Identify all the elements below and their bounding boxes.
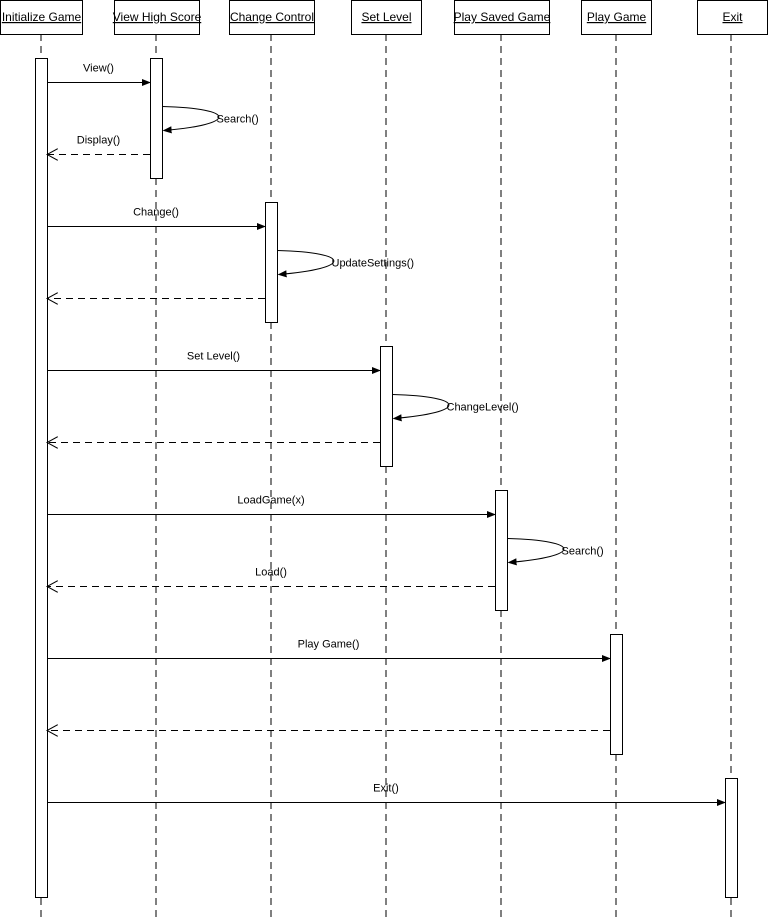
message-label: UpdateSettings()	[331, 257, 415, 270]
message-arrow-self	[508, 539, 564, 563]
lifeline-saved	[454, 1, 551, 918]
message-load	[47, 567, 495, 587]
message-label: Play Game()	[297, 638, 360, 651]
message-search	[508, 539, 604, 563]
message-arrow-self	[278, 251, 334, 275]
activation-bar-highscore	[151, 59, 163, 179]
message-label: Search()	[561, 545, 604, 558]
lifeline-label-play: Play Game	[586, 10, 647, 24]
message-loadgame-x	[47, 495, 495, 515]
lifeline-label-exit: Exit	[722, 10, 743, 24]
activation-bar-play	[611, 635, 623, 755]
activation-bar-level	[381, 347, 393, 467]
activation-bar-control	[266, 203, 278, 323]
message-label: Exit()	[373, 782, 399, 795]
message-updatesettings	[278, 251, 415, 275]
message-set-level	[47, 351, 380, 371]
activation-bar-init	[36, 59, 48, 898]
message-label: Search()	[216, 113, 259, 126]
message-play-game	[47, 639, 610, 659]
message-exit	[47, 783, 725, 803]
message-display	[47, 135, 150, 155]
message-changelevel	[393, 395, 519, 419]
message-arrow-self	[163, 107, 219, 131]
message-label: Set Level()	[186, 350, 241, 363]
lifeline-play	[582, 1, 652, 918]
message-search	[163, 107, 259, 131]
lifeline-label-control: Change Control	[229, 10, 315, 24]
activation-bar-exit	[726, 779, 738, 898]
message-arrow-self	[393, 395, 449, 419]
message-label: LoadGame(x)	[237, 494, 305, 507]
message-view	[47, 63, 150, 83]
message-label: Load()	[255, 566, 287, 579]
lifeline-control	[230, 1, 315, 918]
lifeline-label-level: Set Level	[361, 10, 412, 24]
message-label: Change()	[133, 206, 179, 219]
message-label: View()	[83, 62, 114, 75]
lifeline-label-saved: Play Saved Game	[453, 10, 551, 24]
message-label: Display()	[76, 134, 121, 147]
message-label: ChangeLevel()	[446, 401, 519, 414]
lifeline-label-highscore: View High Score	[112, 10, 202, 24]
message-change	[47, 207, 265, 227]
lifeline-label-init: Initialize Game	[1, 10, 82, 24]
activation-bar-saved	[496, 491, 508, 611]
